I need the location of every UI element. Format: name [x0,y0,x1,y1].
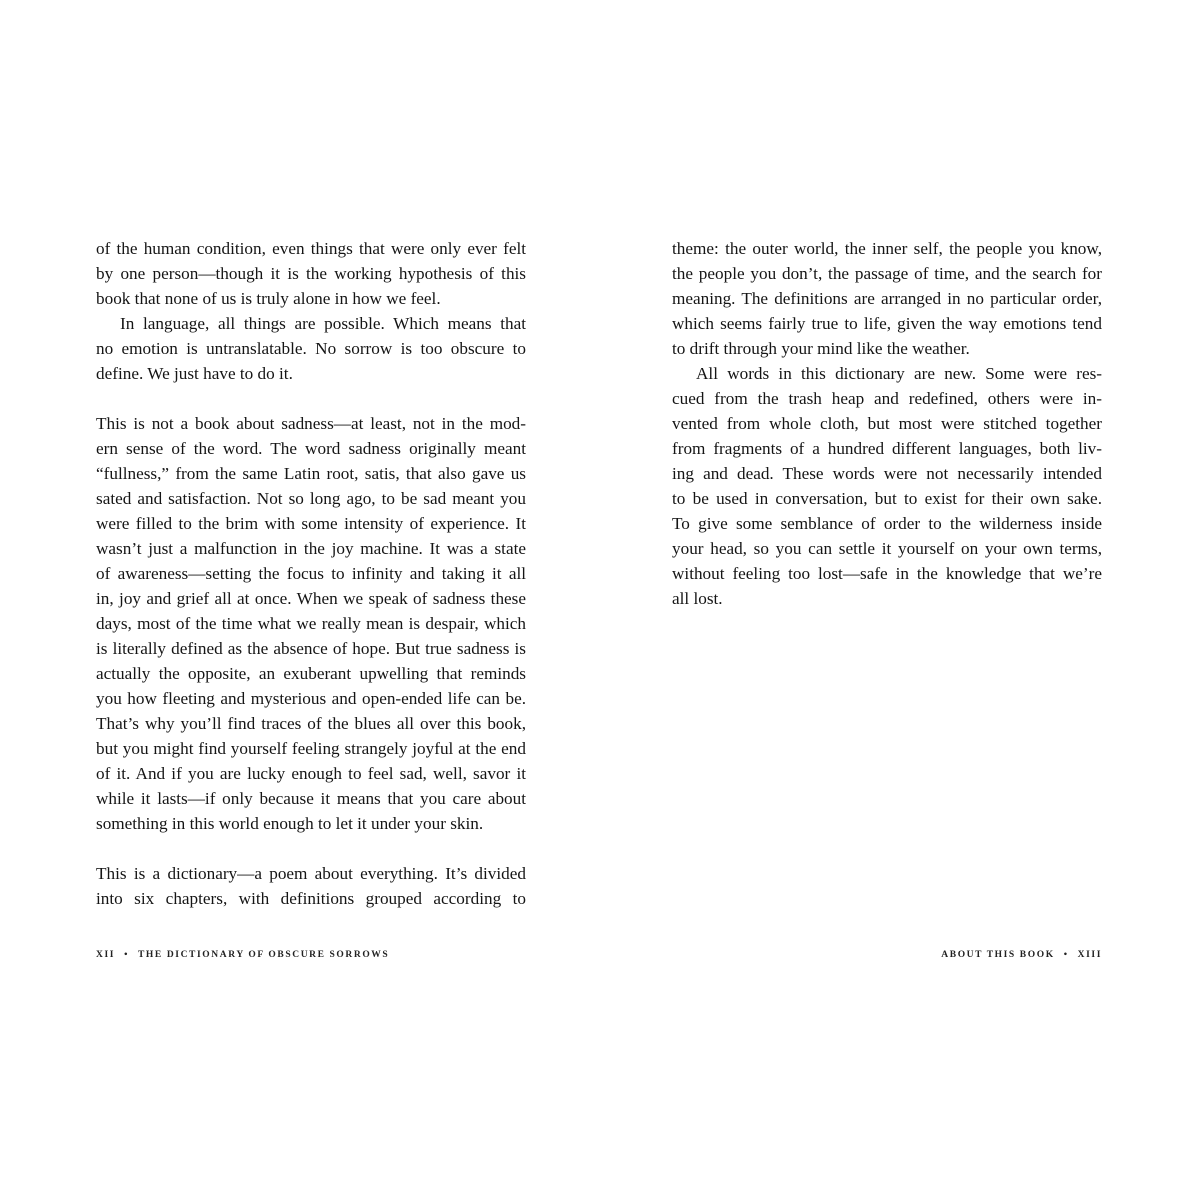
text-line: vented from whole cloth, but most were stitched together [672,414,1102,433]
text-line: cued from the trash heap and redefined, others were in- [672,389,1102,408]
text-line: were filled to the brim with some intensity of experience. It [96,514,526,533]
separator: • [1063,950,1069,960]
left-page-footer [96,950,389,960]
text-line: while it lasts—if only because it means that you care about [96,789,526,808]
text-line: to be used in conversation, but to exist for their own sake. [672,489,1102,508]
text-line: in, joy and grief all at once. When we speak of sadness these [96,589,526,608]
paragraph-gap [96,836,526,861]
text-line: which seems fairly true to life, given the way emotions tend [672,314,1102,333]
text-line: This is not a book about sadness—at least, not in the mod- [96,414,526,433]
text-line: without feeling too lost—safe in the knowledge that we’re [672,564,1102,583]
text-line: actually the opposite, an exuberant upwelling that reminds [96,664,526,683]
text-line: your head, so you can settle it yourself on your own terms, [672,539,1102,558]
text-line: “fullness,” from the same Latin root, satis, that also gave us [96,464,526,483]
text-line: To give some semblance of order to the wilderness inside [672,514,1102,533]
text-line: All words in this dictionary are new. Some were res- [696,364,1102,383]
text-line: of awareness—setting the focus to infinity and taking it all [96,564,526,583]
running-head: ABOUT THIS BOOK [941,950,1055,960]
text-line: ing and dead. These words were not necessarily intended [672,464,1102,483]
text-line: This is a dictionary—a poem about everything. It’s divided [96,864,526,883]
text-line: days, most of the time what we really mean is despair, which [96,614,526,633]
text-line: the people you don’t, the passage of time, and the search for [672,264,1102,283]
paragraph-gap [96,386,526,411]
text-line: ern sense of the word. The word sadness originally meant [96,439,526,458]
separator: • [124,950,129,960]
text-line: meaning. The definitions are arranged in no particular order, [672,289,1102,308]
text-line: something in this world enough to let it under your skin. [96,814,484,833]
text-line: into six chapters, with definitions grouped according to [96,889,526,908]
text-line: In language, all things are possible. Which means that [120,314,526,333]
page-number: XII [96,950,116,960]
text-line: but you might find yourself feeling strangely joyful at the end [96,739,526,758]
text-line: theme: the outer world, the inner self, the people you know, [672,239,1102,258]
text-line: book that none of us is truly alone in how we feel. [96,289,441,308]
text-line: sated and satisfaction. Not so long ago, to be sad meant you [96,489,526,508]
text-line: you how fleeting and mysterious and open-ended life can be. [96,689,526,708]
text-line: from fragments of a hundred different languages, both liv- [672,439,1102,458]
right-page-text [672,236,1102,611]
text-line: wasn’t just a malfunction in the joy machine. It was a state [96,539,526,558]
text-line: all lost. [672,589,723,608]
text-line: of it. And if you are lucky enough to feel sad, well, savor it [96,764,526,783]
text-line: no emotion is untranslatable. No sorrow is too obscure to [96,339,526,358]
text-line: by one person—though it is the working hypothesis of this [96,264,526,283]
text-line: of the human condition, even things that were only ever felt [96,239,526,258]
left-page-text [96,236,526,911]
running-head: THE DICTIONARY OF OBSCURE SORROWS [138,950,390,960]
text-line: is literally defined as the absence of hope. But true sadness is [96,639,526,658]
right-page-footer [941,950,1102,960]
text-line: That’s why you’ll find traces of the blues all over this book, [96,714,526,733]
page-number: XIII [1077,950,1102,960]
text-line: define. We just have to do it. [96,364,293,383]
text-line: to drift through your mind like the weather. [672,339,970,358]
